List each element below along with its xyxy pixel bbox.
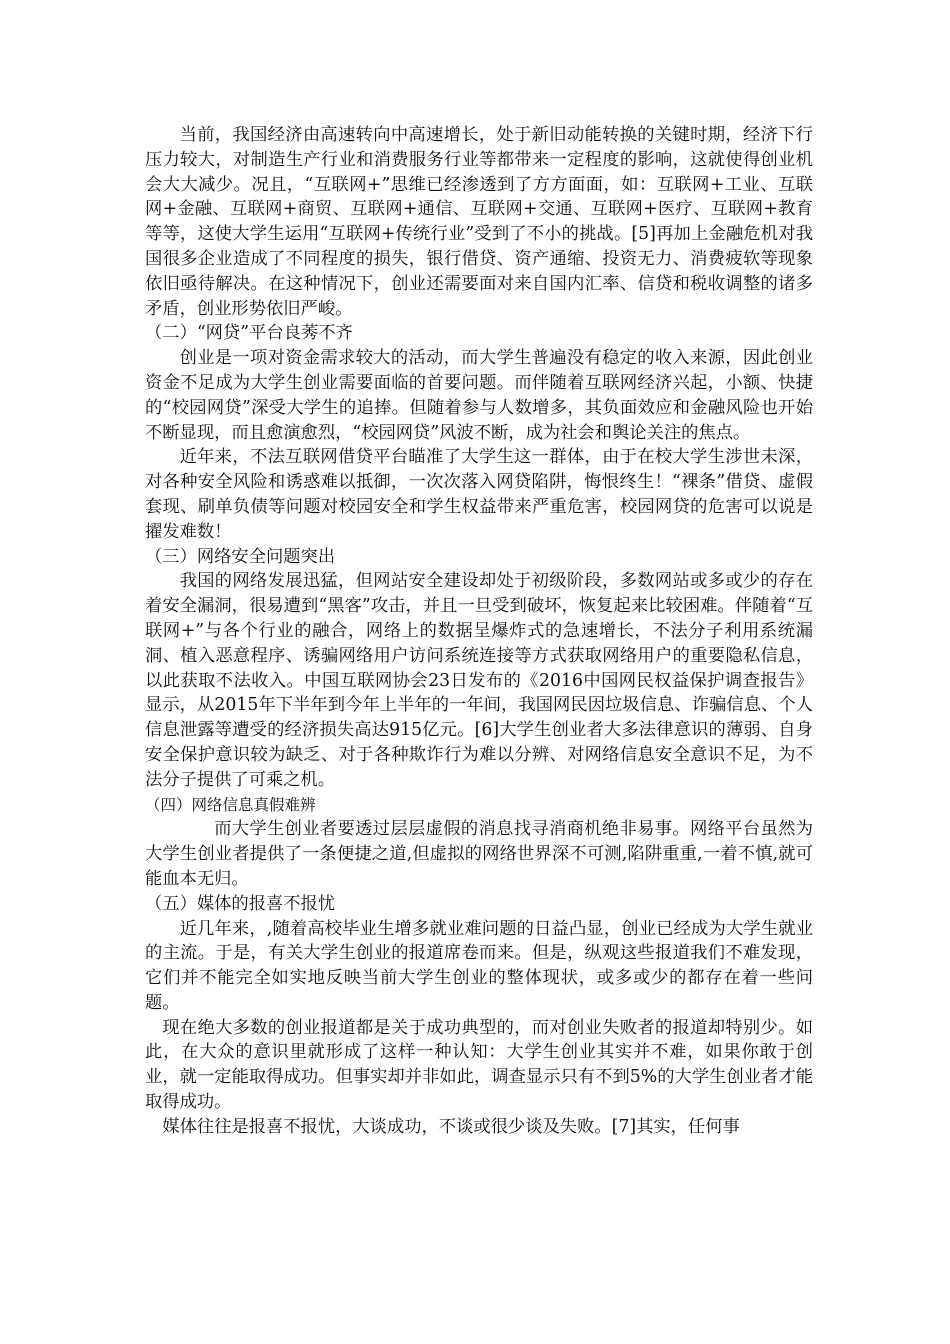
heading-network-security: （三）网络安全问题突出 [145,546,336,567]
paragraph-economic-situation: 当前，我国经济由高速转向中高速增长，处于新旧动能转换的关键时期，经济下行压力较大，对制造生产行业和消费服务行业等都带来一定程度的影响，这就使得创业机会大大减少。况且，“互联网+”思维已经渗透到了方方面面，如：互联网+工业、互联网+金融、互联网+商贸、互联网+通信、互联网+交通、互联网+医疗、互联网+教育等等，这使大学生运用“互联网+传统行业”受到了不小的挑战。[5]再加上金融危机对我国很多企业造成了不同程度的损失，银行借贷、资产通缩、投资无力、消费疲软等现象依旧亟待解决。在这种情况下，创业还需要面对来自国内汇率、信贷和税收调整的诸多矛盾，创业形势依旧严峻。 [145,125,813,319]
paragraph-illegal-lending: 近年来，不法互联网借贷平台瞄准了大学生这一群体，由于在校大学生涉世未深，对各种安全风险和诱惑难以抵御，一次次落入网贷陷阱，悔恨终生！“裸条”借贷、虚假套现、刷单负债等问题对校园安全和学生权益带来严重危害，校园网贷的危害可以说是擢发难数！ [145,447,813,542]
heading-online-lending: （二）“网贷”平台良莠不齐 [145,323,353,344]
paragraph-media-bias: 媒体往往是报喜不报忧，大谈成功，不谈或很少谈及失败。[7]其实，任何事 [162,1116,740,1137]
document-body [145,123,813,1140]
paragraph-media-reports: 近几年来，,随着高校毕业生增多就业难问题的日益凸显，创业已经成为大学生就业的主流。于是，有关大学生创业的报道席卷而来。但是，纵观这些报道我们不难发现，它们并不能完全如实地反映当前大学生创业的整体现状，或多或少的都存在着一些问题。 [145,918,813,1013]
paragraph-campus-loans: 创业是一项对资金需求较大的活动，而大学生普遍没有稳定的收入来源，因此创业资金不足成为大学生创业需要面临的首要问题。而伴随着互联网经济兴起，小额、快捷的“校园网贷”深受大学生的追捧。但随着参与人数增多，其负面效应和金融风险也开始不断显现，而且愈演愈烈，“校园网贷”风波不断，成为社会和舆论关注的焦点。 [145,348,813,443]
paragraph-network-security: 我国的网络发展迅猛，但网站安全建设却处于初级阶段，多数网站或多或少的存在着安全漏洞，很易遭到“黑客”攻击，并且一旦受到破坏，恢复起来比较困难。伴随着“互联网+”与各个行业的融合，网络上的数据呈爆炸式的急速增长，不法分子利用系统漏洞、植入恶意程序、诱骗网络用户访问系统连接等方式获取网络用户的重要隐私信息，以此获取不法收入。中国互联网协会23日发布的《2016中国网民权益保护调查报告》显示，从2015年下半年到今年上半年的一年间，我国网民因垃圾信息、诈骗信息、个人信息泄露等遭受的经济损失高达915亿元。[6]大学生创业者大多法律意识的薄弱、自身安全保护意识较为缺乏、对于各种欺诈行为难以分辨、对网络信息安全意识不足，为不法分子提供了可乘之机。 [145,571,813,790]
heading-media-reporting: （五）媒体的报喜不报忧 [145,893,336,914]
paragraph-success-stories: 现在绝大多数的创业报道都是关于成功典型的，而对创业失败者的报道却特别少。如此，在大众的意识里就形成了这样一种认知：大学生创业其实并不难，如果你敢于创业，就一定能取得成功。但事实却并非如此，调查显示只有不到5%的大学生创业者才能取得成功。 [145,1017,813,1113]
heading-information-authenticity: （四）网络信息真假难辨 [145,795,316,814]
paragraph-information-authenticity: 而大学生创业者要透过层层虚假的消息找寻消商机绝非易事。网络平台虽然为大学生创业者提供了一条便捷之道,但虚拟的网络世界深不可测,陷阱重重,一着不慎,就可能血本无归。 [145,819,813,889]
